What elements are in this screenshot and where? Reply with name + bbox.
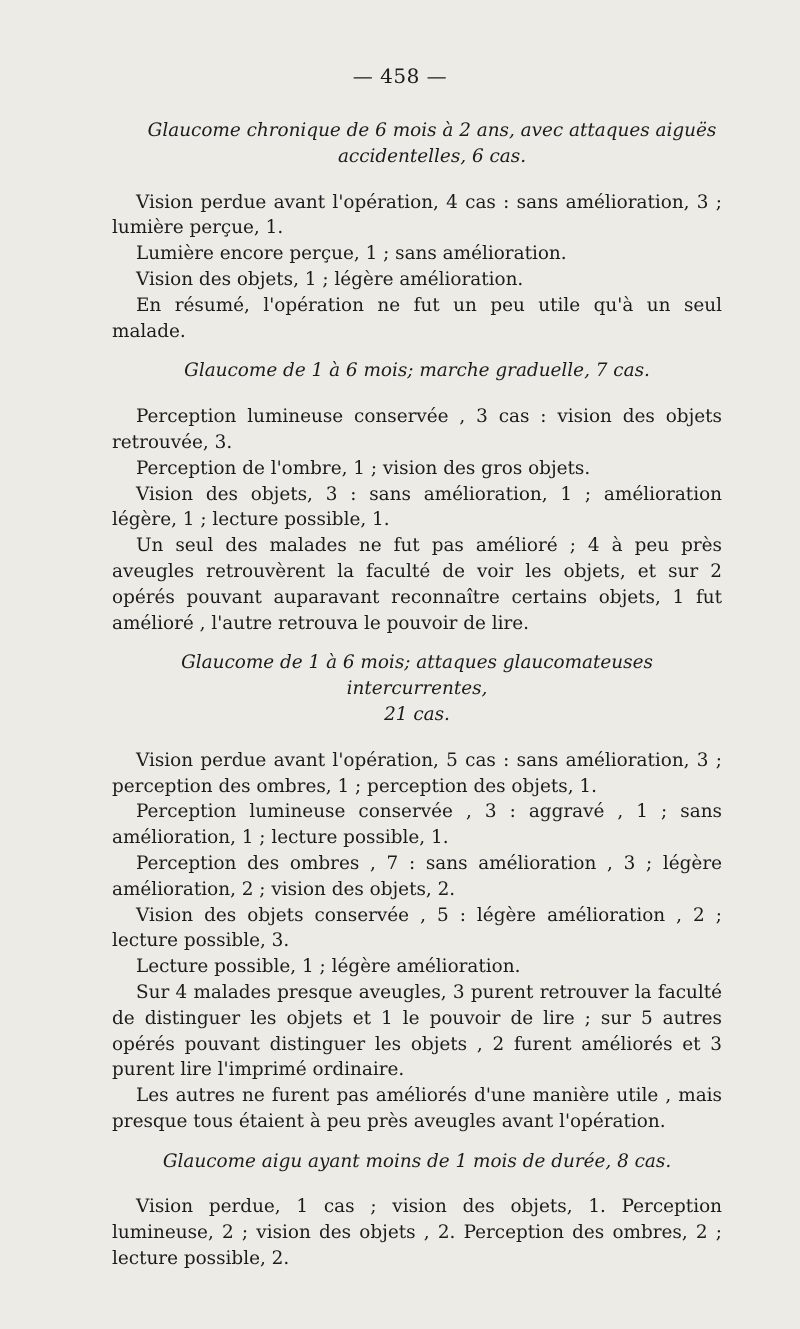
section-heading (112, 650, 722, 727)
paragraph: Les autres ne furent pas améliorés d'une manière utile , mais presque tous étaient à peu près aveugles avant l'opération. (112, 1085, 722, 1132)
paragraph: Lecture possible, 1 ; légère amélioration. (136, 956, 521, 978)
paragraph: Perception des ombres , 7 : sans amélioration , 3 ; légère amélioration, 2 ; vision des objets, 2. (112, 852, 722, 900)
page-body (112, 118, 722, 1272)
heading-line: Glaucome aigu ayant moins de 1 mois de durée, 8 cas. (162, 1150, 672, 1172)
paragraph: Perception lumineuse conservée , 3 : aggravé , 1 ; sans amélioration, 1 ; lecture possible, 1. (112, 801, 722, 849)
heading-line: accidentelles, 6 cas. (337, 145, 527, 167)
paragraph: Vision perdue avant l'opération, 5 cas : sans amélioration, 3 ; perception des ombres, 1 ; perception des objets, 1. (112, 749, 722, 797)
heading-line: Glaucome chronique de 6 mois à 2 ans, avec attaques aiguës (147, 120, 717, 141)
heading-line: 21 cas. (384, 703, 450, 725)
paragraph: Vision des objets, 3 : sans amélioration, 1 ; amélioration légère, 1 ; lecture possible, 1. (112, 483, 722, 531)
paragraph: Perception de l'ombre, 1 ; vision des gros objets. (136, 457, 591, 479)
page-number: — 458 — (352, 64, 448, 88)
paragraph: Un seul des malades ne fut pas amélioré ; 4 à peu près aveugles retrouvèrent la faculté de voir les objets, et sur 2 opérés pouvant auparavant reconnaître certains objets, 1 fut amélioré , l'autre retrouva le pouvoir de lire. (112, 535, 722, 634)
paragraph: Lumière encore perçue, 1 ; sans amélioration. (136, 243, 567, 265)
section-heading (112, 358, 722, 384)
paragraph: Vision perdue, 1 cas ; vision des objets, 1. Perception lumineuse, 2 ; vision des objets , 2. Perception des ombres, 2 ; lecture possible, 2. (112, 1196, 722, 1270)
paragraph: Vision des objets, 1 ; légère amélioration. (136, 268, 524, 290)
heading-line: Glaucome de 1 à 6 mois; attaques glaucomateuses intercurrentes, (181, 652, 653, 700)
paragraph: En résumé, l'opération ne fut un peu utile qu'à un seul malade. (112, 294, 722, 342)
section-heading (142, 118, 722, 170)
paragraph: Perception lumineuse conservée , 3 cas : vision des objets retrouvée, 3. (112, 406, 722, 453)
paragraph: Sur 4 malades presque aveugles, 3 purent retrouver la faculté de distinguer les objets et 1 le pouvoir de lire ; sur 5 autres opérés pouvant distinguer les objets , 2 furent améliorés et 3 purent lire l'imprimé ordinaire. (112, 981, 722, 1081)
section-heading (112, 1149, 722, 1175)
paragraph: Vision perdue avant l'opération, 4 cas : sans amélioration, 3 ; lumière perçue, 1. (112, 191, 722, 239)
paragraph: Vision des objets conservée , 5 : légère amélioration , 2 ; lecture possible, 3. (112, 904, 722, 952)
heading-line: Glaucome de 1 à 6 mois; marche graduelle, 7 cas. (184, 360, 650, 382)
